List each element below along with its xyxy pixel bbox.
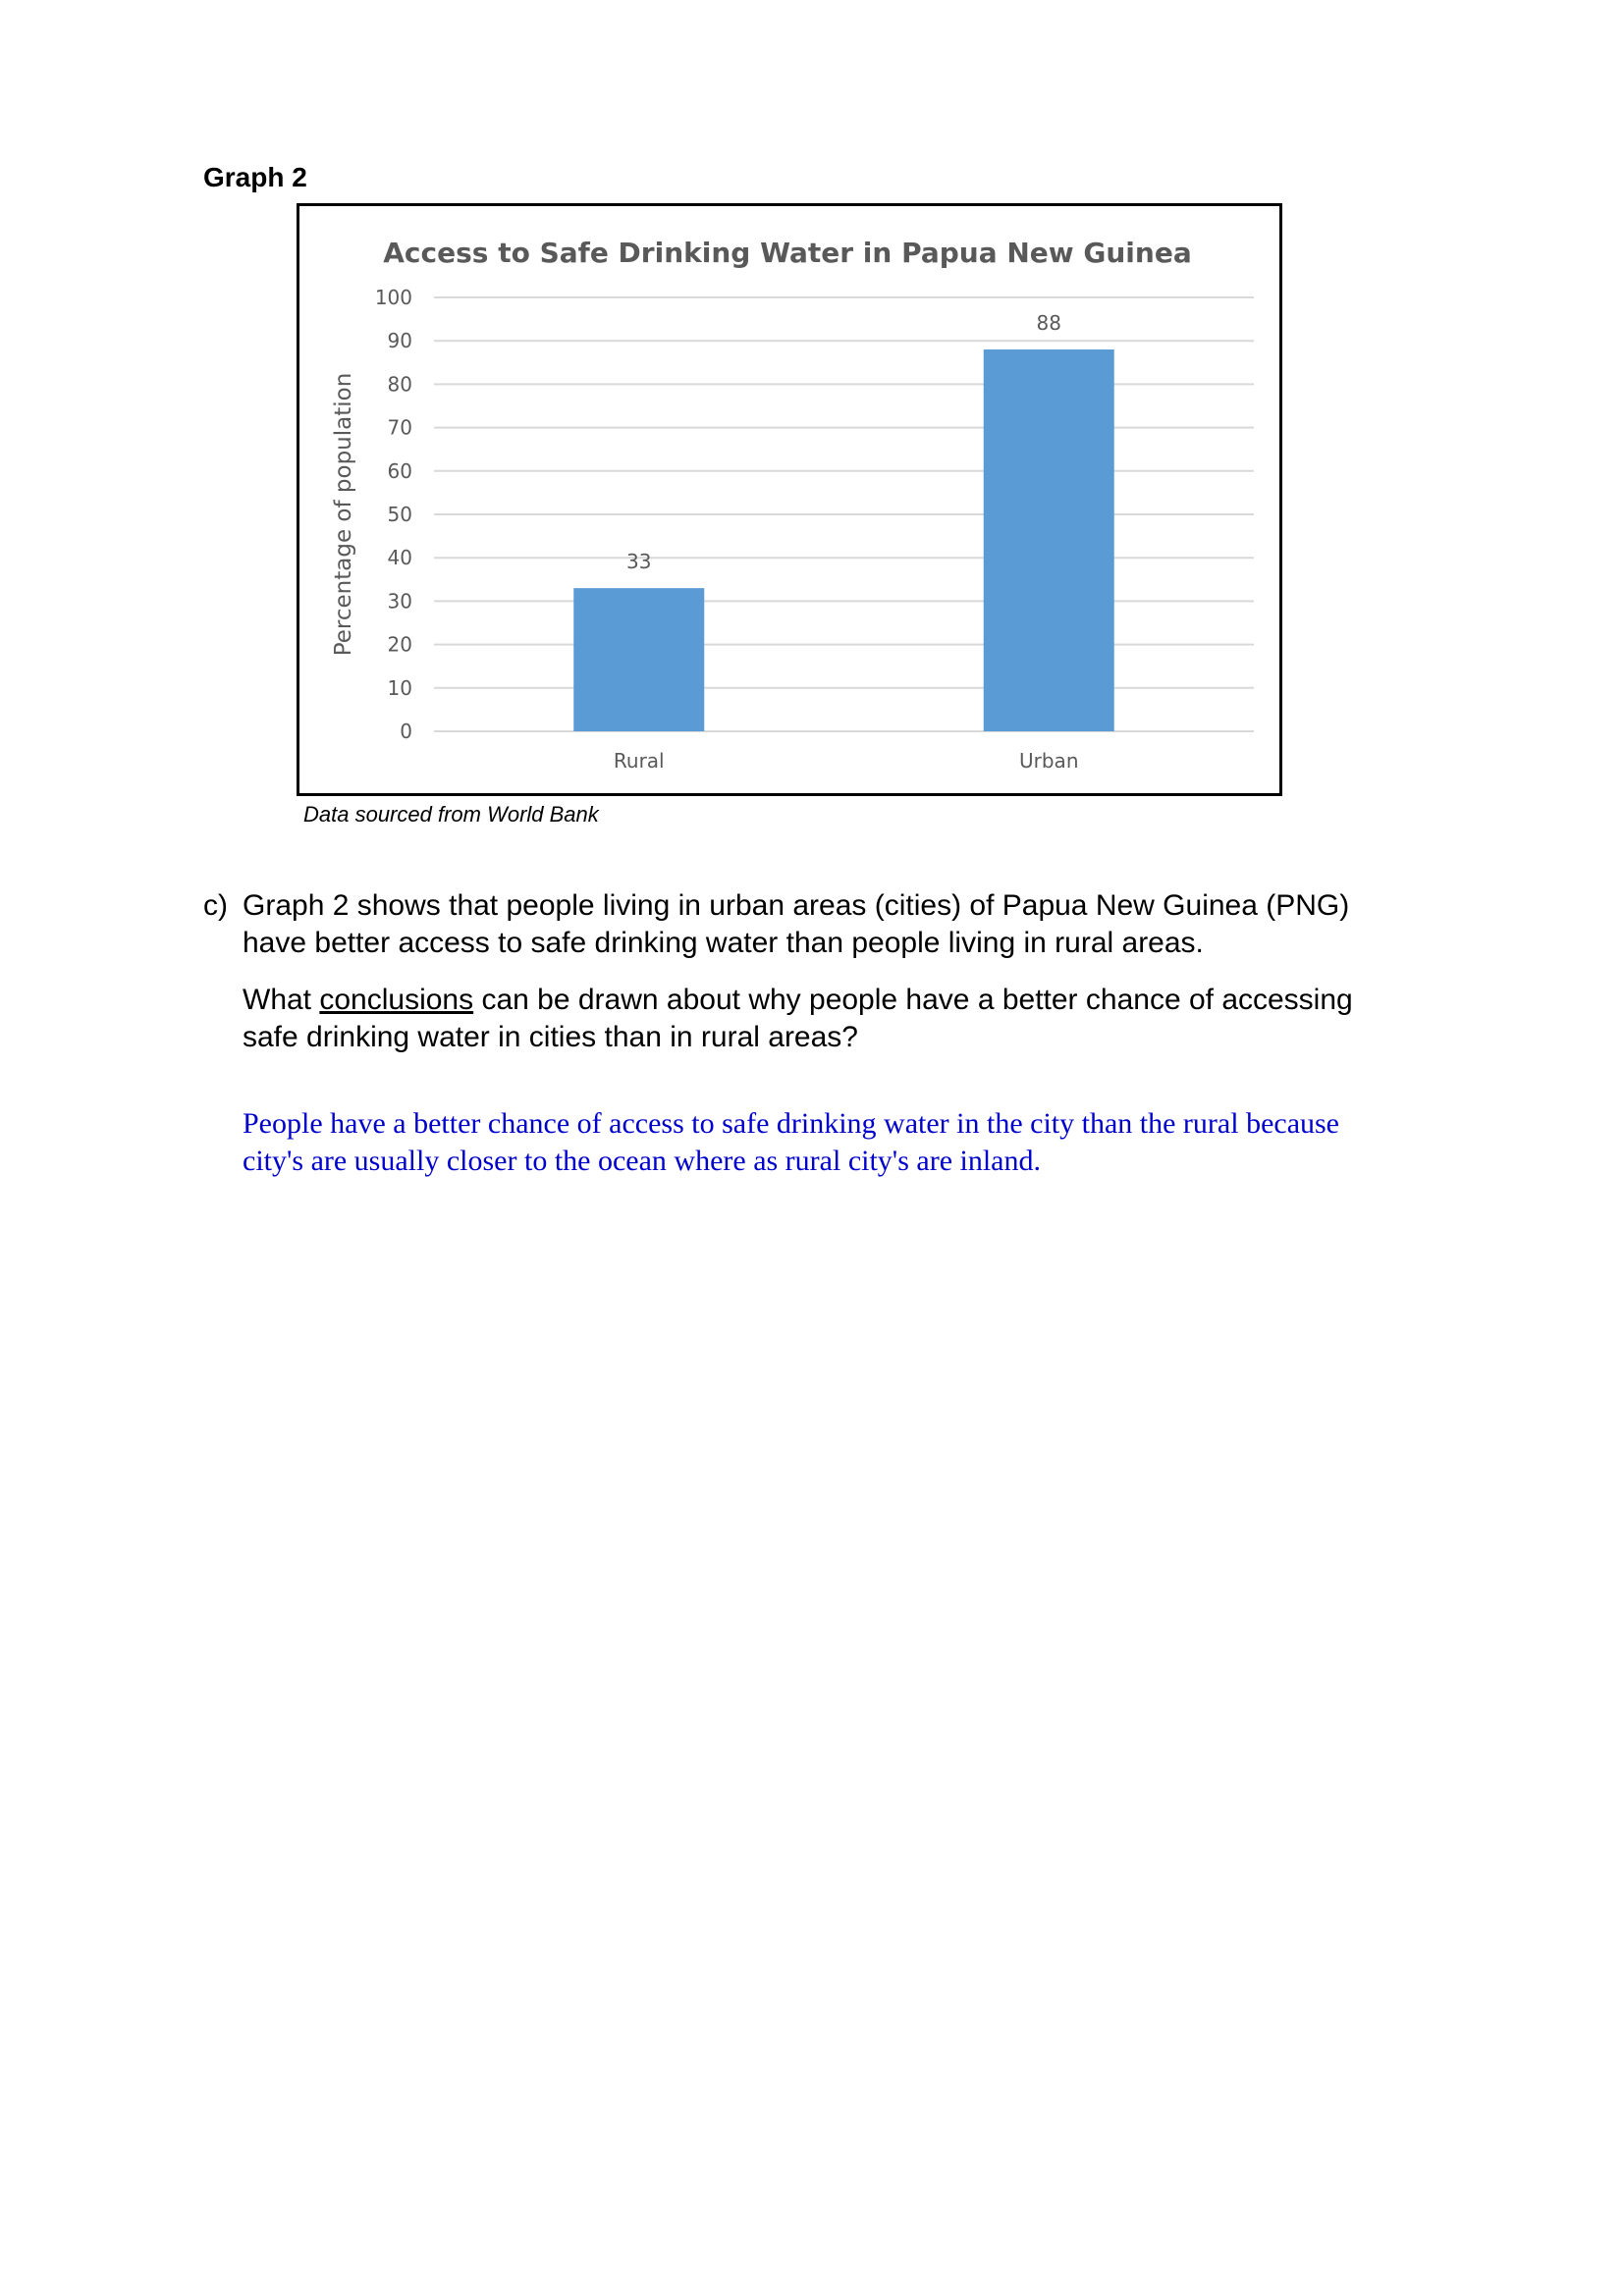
question-prompt (243, 982, 1421, 1056)
data-label: 33 (626, 550, 652, 574)
y-tick-label: 100 (374, 286, 412, 309)
data-label: 88 (1036, 311, 1061, 336)
source-note: Data sourced from World Bank (303, 802, 599, 827)
prompt-line (243, 982, 1421, 1019)
x-tick-label: Rural (613, 749, 665, 773)
y-axis-label: Percentage of population (331, 372, 356, 657)
chart-frame (297, 203, 1282, 796)
bars (573, 349, 1114, 731)
bar-urban (984, 349, 1114, 731)
x-tick-label: Urban (1019, 749, 1079, 773)
y-tick-label: 60 (387, 458, 412, 483)
prompt-underlined-word: conclusions (319, 984, 474, 1016)
y-tick-label: 90 (387, 329, 412, 353)
graph-heading: Graph 2 (203, 162, 307, 192)
prompt-line: safe drinking water in cities than in rural areas? (243, 1021, 858, 1053)
answer-line: People have a better chance of access to safe drinking water in the city than the rural because (243, 1107, 1340, 1140)
y-tick-label: 10 (387, 675, 412, 700)
y-tick-label: 20 (387, 632, 412, 657)
question-line: Graph 2 shows that people living in urban areas (cities) of Papua New Guinea (PNG) (243, 889, 1350, 922)
prompt-text-before: What (243, 984, 320, 1016)
x-tick-labels (614, 749, 1079, 773)
handwritten-answer (243, 1105, 1470, 1180)
question-statement (243, 887, 1421, 962)
bar-chart (297, 203, 1282, 796)
prompt-text-after: can be drawn about why people have a better chance of accessing (473, 984, 1353, 1016)
question-marker: c) (203, 889, 228, 922)
answer-line: city's are usually closer to the ocean where as rural city's are inland. (243, 1145, 1041, 1177)
y-tick-label: 0 (400, 720, 412, 743)
y-tick-label: 30 (387, 589, 412, 614)
y-tick-label: 50 (387, 503, 412, 526)
question-line: have better access to safe drinking water than people living in rural areas. (243, 927, 1204, 959)
y-tick-label: 80 (387, 372, 412, 397)
bar-rural (573, 588, 704, 731)
y-tick-label: 70 (387, 415, 412, 440)
y-tick-label: 40 (387, 546, 412, 570)
chart-title: Access to Safe Drinking Water in Papua New Guinea (383, 237, 1192, 269)
gridlines (434, 297, 1254, 731)
y-tick-labels (375, 286, 412, 743)
